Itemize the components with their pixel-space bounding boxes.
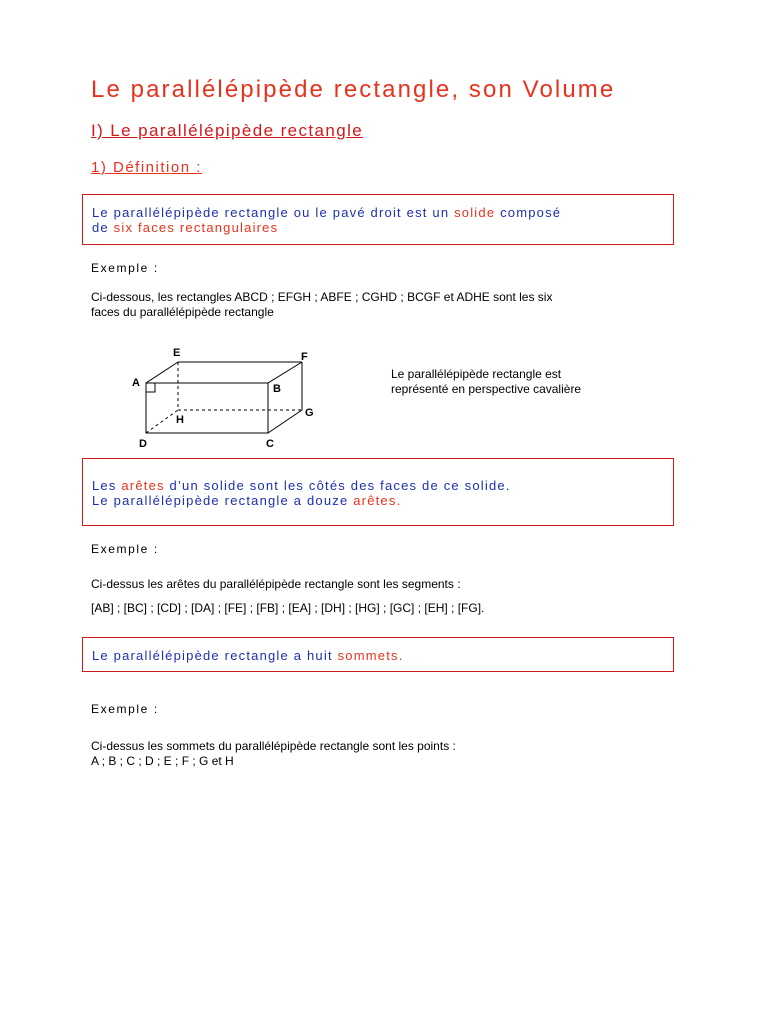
example-label-2: Exemple :: [91, 542, 159, 556]
label-a: A: [132, 377, 140, 389]
definition-line-1: [92, 648, 404, 663]
example-3-line-2: A ; B ; C ; D ; E ; F ; G et H: [91, 754, 234, 768]
example-3-line-1: Ci-dessus les sommets du parallélépipède rectangle sont les points :: [91, 739, 456, 753]
edge-dh-hidden: [146, 410, 178, 433]
subsection-heading: 1) Définition :: [91, 159, 202, 176]
definition-text: d’un solide sont les côtés des faces de ce solide.: [164, 478, 511, 493]
example-label-1: Exemple :: [91, 261, 159, 275]
definition-box-edges: [82, 458, 674, 526]
definition-text: Le parallélépipède rectangle ou le pavé droit est un: [92, 205, 455, 220]
figure-caption-line-2: représenté en perspective cavalière: [391, 382, 582, 396]
label-g: G: [305, 407, 314, 419]
right-angle-mark: [146, 383, 155, 392]
definition-text: Le parallélépipède rectangle a douze: [92, 493, 354, 508]
label-d: D: [139, 438, 147, 450]
keyword-sommets: sommets: [337, 648, 399, 663]
keyword-aretes: arêtes: [121, 478, 165, 493]
keyword-solide: solide: [454, 205, 496, 220]
edge-bf: [268, 362, 302, 383]
definition-line-2: [92, 493, 401, 508]
definition-text: de: [92, 220, 114, 235]
definition-text: .: [398, 648, 404, 663]
edge-cg: [268, 410, 302, 433]
label-e: E: [173, 347, 181, 359]
example-label-3: Exemple :: [91, 702, 159, 716]
face-abcd: [146, 383, 268, 433]
label-c: C: [266, 438, 274, 450]
example-1-line-2: faces du parallélépipède rectangle: [91, 305, 274, 319]
keyword-aretes: arêtes: [353, 493, 397, 508]
definition-text: Le parallélépipède rectangle a huit: [92, 648, 338, 663]
example-1-line-1: Ci-dessous, les rectangles ABCD ; EFGH ; ABFE ; CGHD ; BCGF et ADHE sont les six: [91, 290, 553, 304]
definition-text: composé: [495, 205, 562, 220]
label-b: B: [273, 383, 281, 395]
example-2-line-1: Ci-dessus les arêtes du parallélépipède rectangle sont les segments :: [91, 577, 461, 591]
label-f: F: [301, 351, 308, 363]
definition-text: .: [396, 493, 402, 508]
label-h: H: [176, 414, 184, 426]
definition-line-1: [92, 478, 511, 493]
edge-ae: [146, 362, 178, 383]
example-2-line-2: [AB] ; [BC] ; [CD] ; [DA] ; [FE] ; [FB] ; [EA] ; [DH] ; [HG] ; [GC] ; [EH] ; [FG].: [91, 601, 485, 615]
definition-box-vertices: [82, 637, 674, 672]
definition-text: Les: [92, 478, 122, 493]
keyword-six-faces: six faces rectangulaires: [113, 220, 279, 235]
section-heading: I) Le parallélépipède rectangle: [91, 121, 364, 140]
figure-caption-line-1: Le parallélépipède rectangle est: [391, 367, 562, 381]
page-title: Le parallélépipède rectangle, son Volume: [91, 76, 616, 103]
